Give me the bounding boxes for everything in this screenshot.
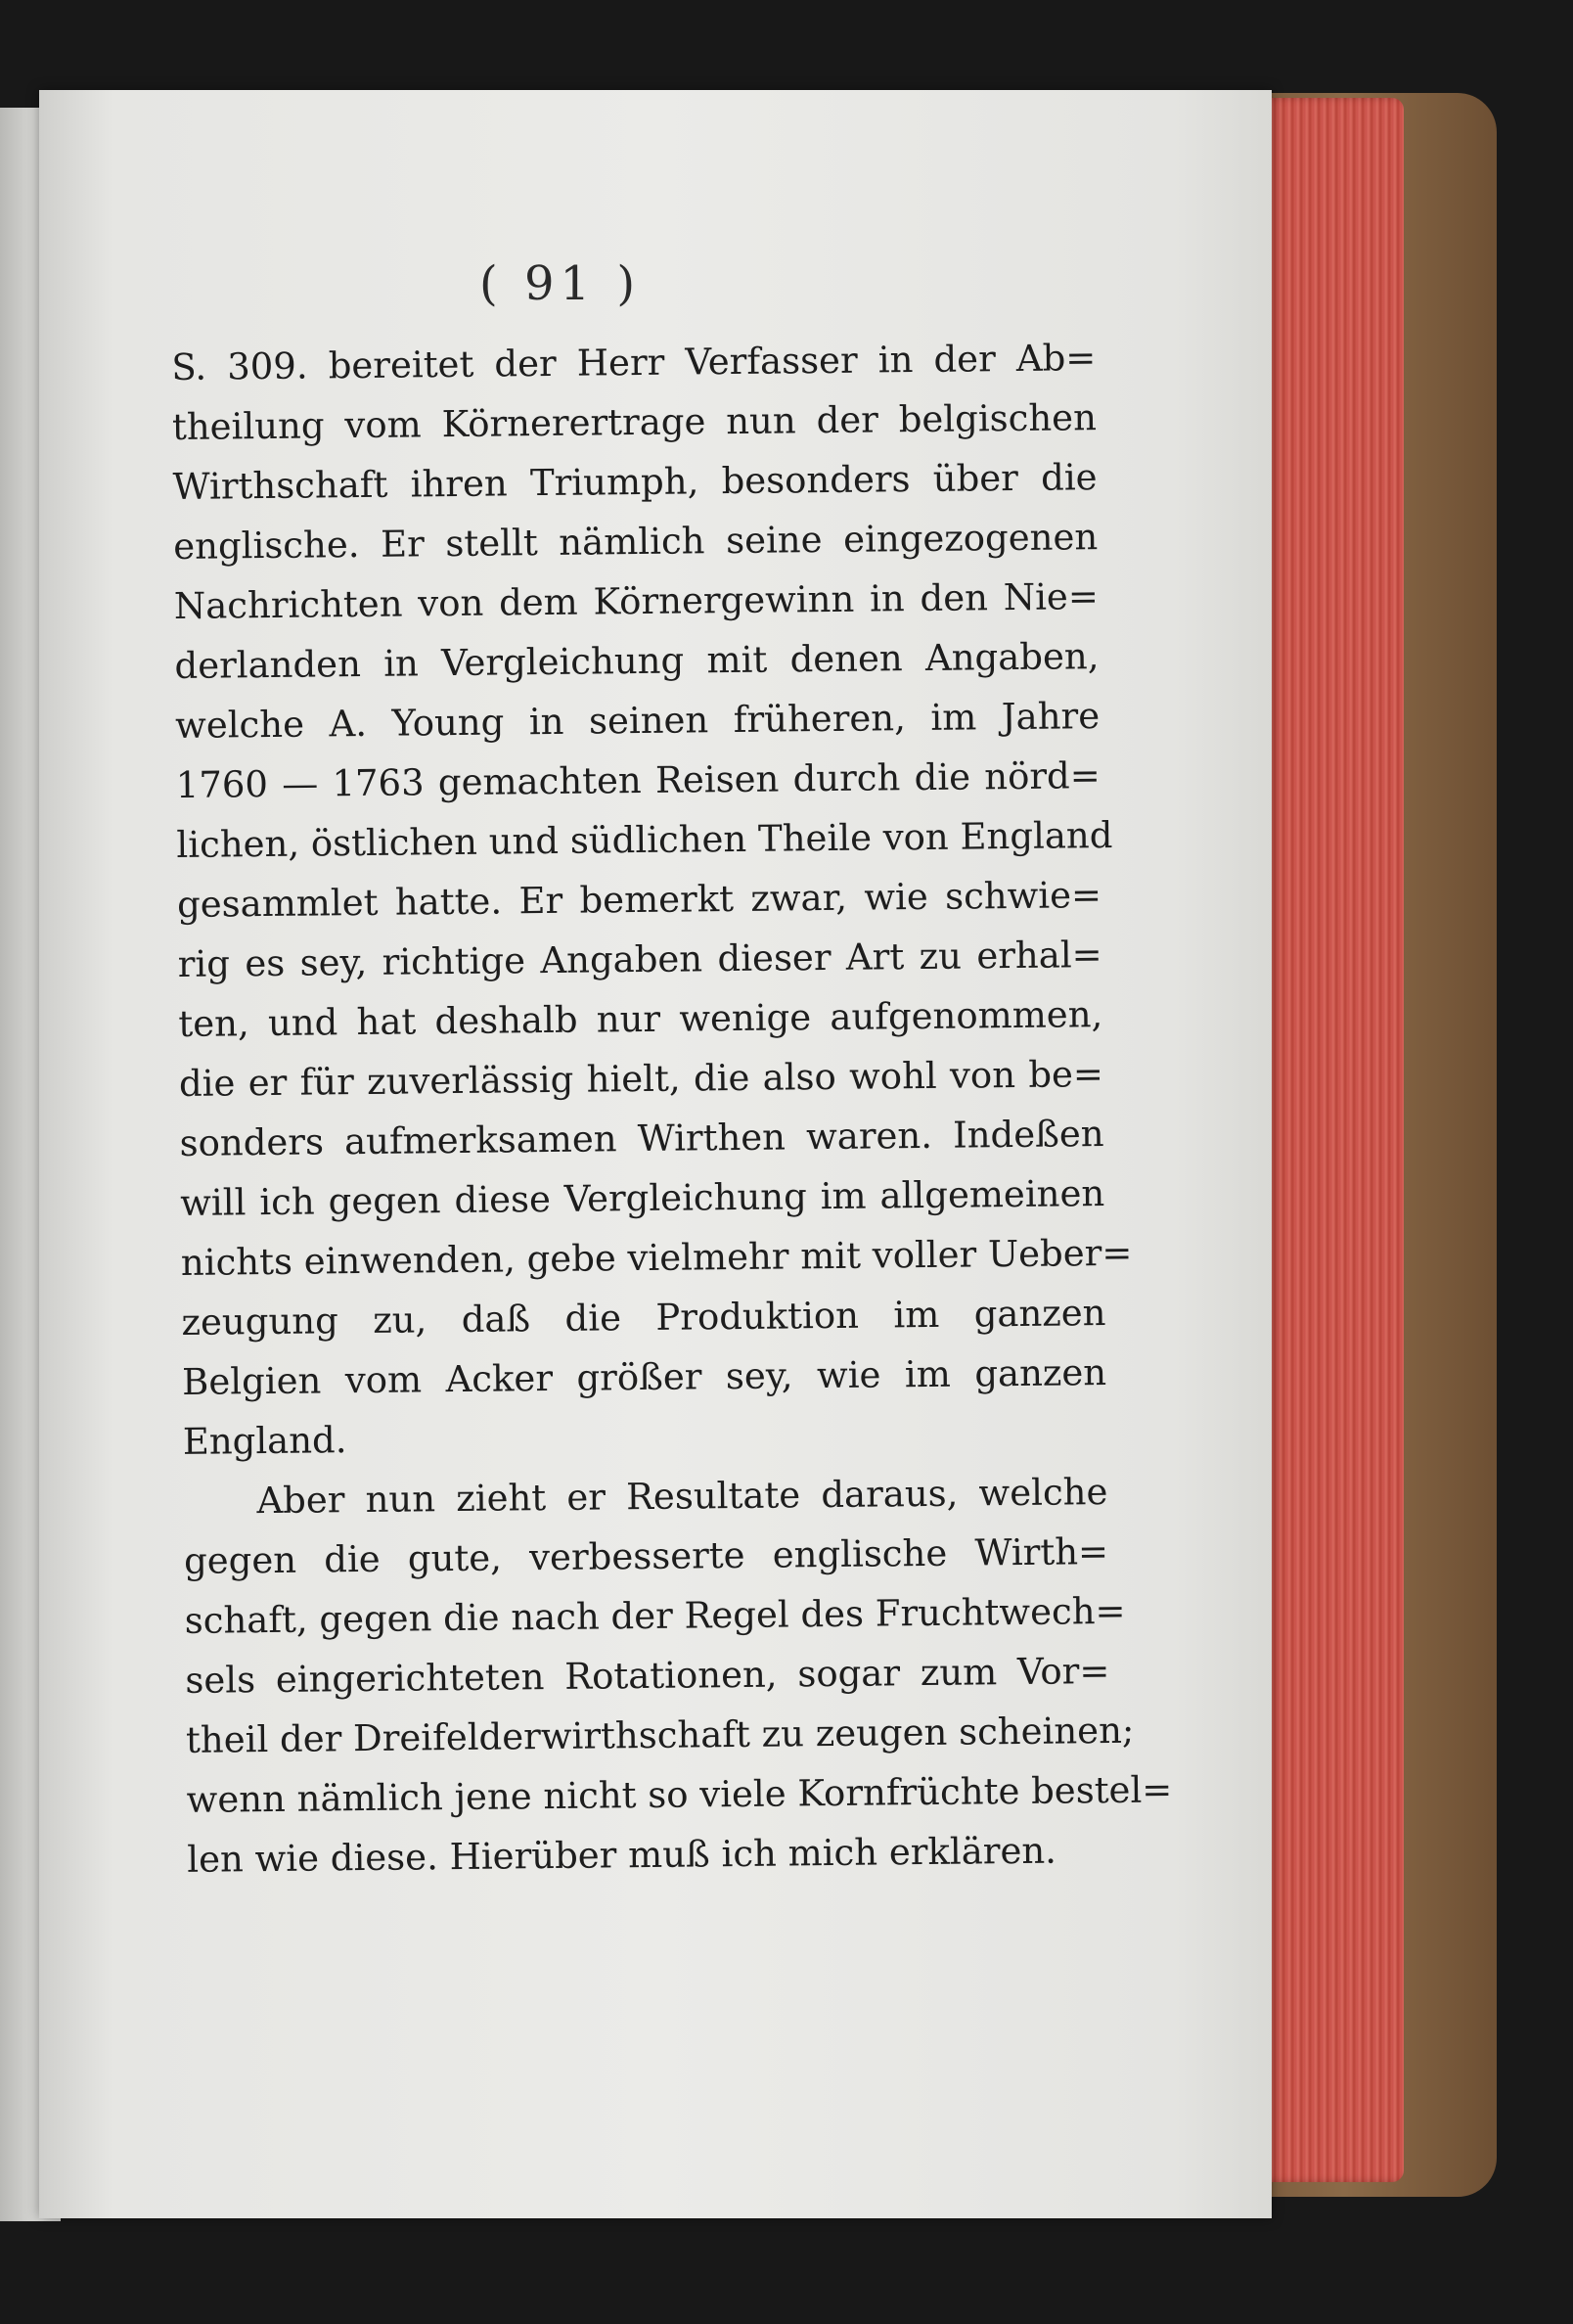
text-line: len wie diese. Hierüber muß ich mich erklären. [187,1829,1057,1881]
text-line: sonders aufmerksamen Wirthen waren. Indeßen [179,1113,1104,1164]
text-line: S. 309. bereitet der Herr Verfasser in der Ab= [171,337,1097,388]
text-line: gesammlet hatte. Er bemerkt zwar, wie schwie= [176,874,1102,926]
text-line: Belgien vom Acker größer sey, wie im ganzen [181,1351,1107,1403]
text-line: englische. Er stellt nämlich seine eingezogenen [173,516,1099,568]
text-line: nichts einwenden, gebe vielmehr mit voller Ueber= [180,1231,1133,1284]
text-line: zeugung zu, daß die Produktion im ganzen [181,1292,1106,1344]
text-line: theilung vom Körnerertrage nun der belgischen [171,396,1098,448]
text-line: die er für zuverlässig hielt, die also wohl von be= [178,1053,1104,1105]
text-line: sels eingerichteten Rotationen, sogar zum Vor= [185,1650,1110,1702]
text-line: wenn nämlich jene nicht so viele Kornfrüchte bestel= [186,1768,1173,1821]
text-line: rig es sey, richtige Angaben dieser Art zu erhal= [177,934,1102,985]
text-line: Nachrichten von dem Körnergewinn in den Nie= [173,575,1100,627]
text-line: ten, und hat deshalb nur wenige aufgenommen, [178,993,1103,1045]
text-line: welche A. Young in seinen früheren, im Jahre [174,695,1101,747]
text-line: England. [182,1419,347,1463]
text-line: 1760 — 1763 gemachten Reisen durch die nörd= [175,754,1101,806]
text-line: Wirthschaft ihren Triumph, besonders über die [172,456,1098,508]
text-line: derlanden in Vergleichung mit denen Angaben, [174,635,1100,687]
text-line: lichen, östlichen und südlichen Theile von England [176,813,1113,866]
page-number: ( 91 ) [479,256,642,311]
text-line: will ich gegen diese Vergleichung im allgemeinen [180,1172,1105,1224]
text-line: theil der Dreifelderwirthschaft zu zeugen scheinen; [185,1709,1135,1761]
page-text [171,328,1173,1890]
text-line: Aber nun zieht er Resultate daraus, welche [256,1471,1108,1523]
text-line: gegen die gute, verbesserte englische Wirth= [183,1530,1109,1582]
text-line: schaft, gegen die nach der Regel des Fruchtwech= [184,1589,1126,1642]
